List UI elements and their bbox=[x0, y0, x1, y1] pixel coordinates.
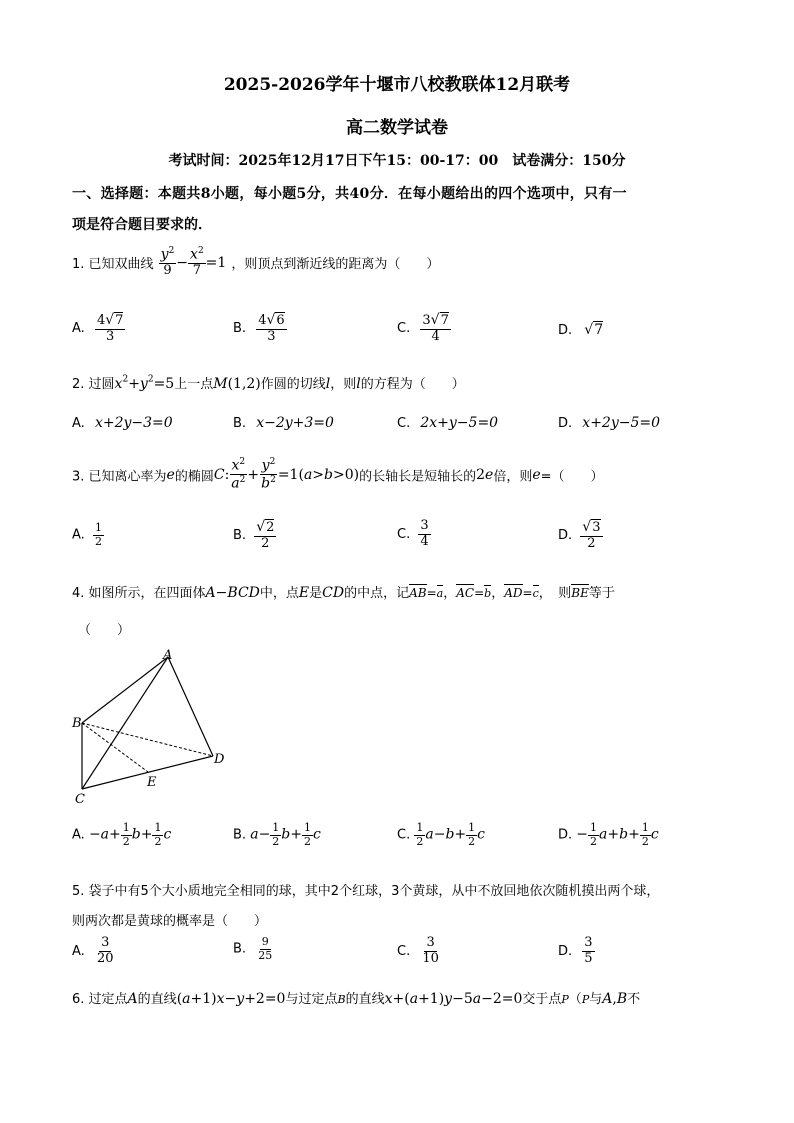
q1-option-b[interactable]: B. $\frac{4√6}{3}$ bbox=[233, 312, 285, 344]
q4-option-d[interactable]: D. − $\frac{1}{2}$ a+b+ $\frac{1}{2}$ c bbox=[558, 821, 659, 848]
q5-option-d[interactable]: D. $\frac{3}{5}$ bbox=[558, 935, 593, 966]
question-5-line1: 5. 袋子中有5个大小质地完全相同的球，其中2个红球，3个黄球，从中不放回地依次随机摸出两个球， bbox=[72, 884, 660, 899]
q1-suffix: ，则顶点到渐近线的距离为（ ） bbox=[231, 257, 440, 273]
tetrahedron-figure bbox=[70, 645, 240, 810]
q1-option-d[interactable]: D. √7 bbox=[558, 322, 604, 338]
q2-option-d[interactable]: D. x+2y−5=0 bbox=[558, 415, 661, 431]
q3-option-a[interactable]: A. $\frac{1}{2}$ bbox=[72, 521, 102, 548]
q1-option-a[interactable]: A. $\frac{4√7}{3}$ bbox=[72, 312, 124, 344]
q1-prefix: 1. 已知双曲线 bbox=[72, 257, 154, 273]
question-2: 2. 过圆$x^2+y^2=5$上一点M(1,2)作圆的切线l，则l的方程为（ ） bbox=[72, 374, 465, 392]
q2-option-b[interactable]: B. x−2y+3=0 bbox=[233, 415, 334, 431]
edge-bd bbox=[82, 723, 213, 756]
hyperbola-equation: $\frac{y^2}{9}$ − $\frac{x^2}{7}$ =1 bbox=[160, 246, 227, 279]
exam-info: 考试时间：2025年12月17日下午15：00-17：00 试卷满分：150分 bbox=[168, 153, 626, 169]
question-1 bbox=[72, 246, 439, 279]
question-6: 6. 过定点A的直线(a+1)x−y+2=0与过定点B的直线x+(a+1)y−5a−2=0交于点P（P与A,B不 bbox=[72, 991, 641, 1007]
section-heading-line1: 一、选择题：本题共8小题，每小题5分，共40分．在每小题给出的四个选项中，只有一 bbox=[72, 186, 627, 202]
q5-option-c[interactable]: C. $\frac{3}{10}$ bbox=[397, 935, 439, 966]
section-heading-line2: 项是符合题目要求的． bbox=[72, 217, 212, 233]
q2-option-c[interactable]: C. 2x+y−5=0 bbox=[397, 415, 499, 431]
label-a: A bbox=[163, 648, 173, 663]
segment-be bbox=[82, 723, 148, 772]
question-5-line2: 则两次都是黄球的概率是（ ） bbox=[72, 914, 268, 929]
label-b: B bbox=[72, 716, 82, 731]
question-4: 4. 如图所示，在四面体A−BCD中，点E是CD的中点，记AB=a，AC=b，AD=c， 则BE等于 bbox=[72, 585, 615, 601]
q4-option-c[interactable]: C. $\frac{1}{2}$ a−b+ $\frac{1}{2}$ c bbox=[397, 821, 485, 848]
q3-option-c[interactable]: C. $\frac{3}{4}$ bbox=[397, 518, 429, 549]
q1-option-c[interactable]: C. $\frac{3√7}{4}$ bbox=[397, 312, 449, 344]
exam-title: 2025-2026学年十堰市八校教联体12月联考 bbox=[223, 75, 571, 95]
q5-option-b[interactable]: B. $\frac{9}{25}$ bbox=[233, 935, 273, 962]
q5-option-a[interactable]: A. $\frac{3}{20}$ bbox=[72, 935, 114, 966]
label-e: E bbox=[147, 775, 157, 790]
edge-ab bbox=[82, 657, 168, 723]
q3-option-b[interactable]: B. $\frac{√2}{2}$ bbox=[233, 519, 275, 551]
q4-answer-bracket: （ ） bbox=[78, 623, 131, 638]
q2-option-a[interactable]: A. x+2y−3=0 bbox=[72, 415, 173, 431]
q4-option-b[interactable]: B. a− $\frac{1}{2}$ b+ $\frac{1}{2}$ c bbox=[233, 821, 321, 848]
q4-option-a[interactable]: A. −a+ $\frac{1}{2}$ b+ $\frac{1}{2}$ c bbox=[72, 821, 172, 848]
ellipse-equation: C: $\frac{x^2}{a^2}$ + $\frac{y^2}{b^2}$ =1(a>b>0) bbox=[213, 457, 360, 492]
q3-option-d[interactable]: D. $\frac{√3}{2}$ bbox=[558, 519, 601, 551]
label-c: C bbox=[75, 792, 85, 807]
paper-subtitle: 高二数学试卷 bbox=[346, 118, 448, 138]
edge-ad bbox=[168, 657, 213, 756]
edge-ac bbox=[82, 657, 168, 789]
label-d: D bbox=[214, 752, 225, 767]
question-3: 3. 已知离心率为e的椭圆C: $\frac{x^2}{a^2}$ + $\frac{y^2}{b^2}$ =1(a>b>0)的长轴长是短轴长的2e倍，则e=（ ） bbox=[72, 457, 604, 492]
